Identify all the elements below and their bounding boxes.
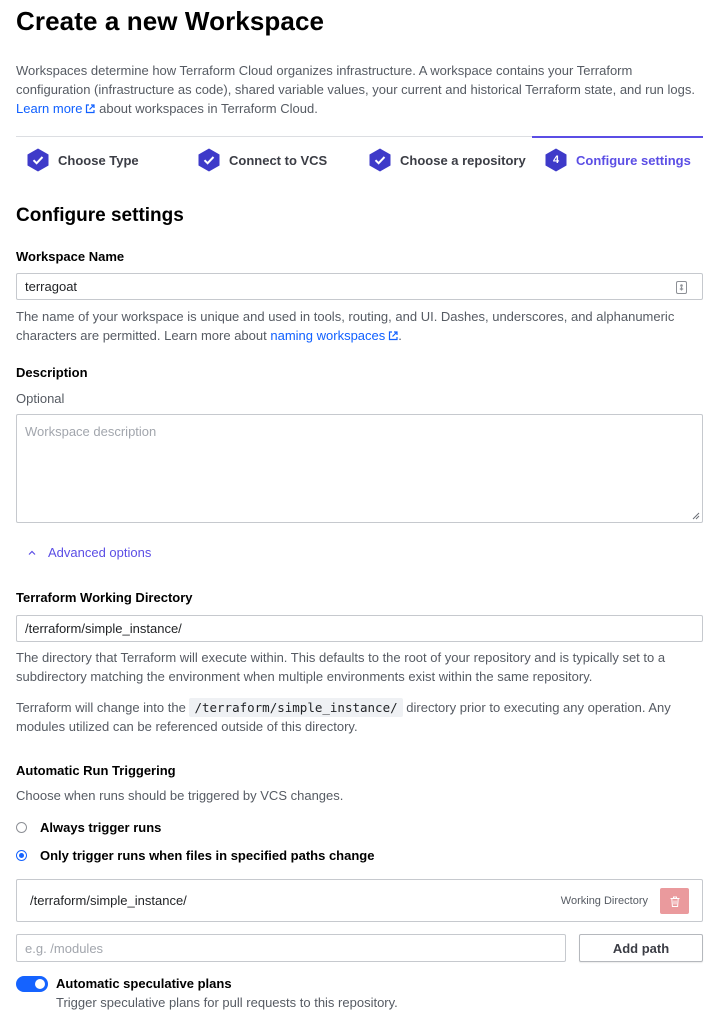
workspace-name-input[interactable]: terragoat — [16, 273, 703, 300]
wizard-stepper — [16, 136, 703, 182]
add-path-button[interactable]: Add path — [579, 934, 703, 962]
run-triggering-help: Choose when runs should be triggered by VCS changes. — [16, 788, 344, 803]
description-optional: Optional — [16, 391, 65, 406]
working-directory-input[interactable]: /terraform/simple_instance/ — [16, 615, 703, 642]
working-directory-tag: Working Directory — [560, 894, 648, 907]
speculative-plans-help: Trigger speculative plans for pull requests to this repository. — [56, 995, 398, 1010]
autofill-icon[interactable] — [676, 281, 687, 294]
naming-workspaces-link[interactable]: naming workspaces — [270, 328, 398, 343]
step-label: Configure settings — [576, 152, 691, 168]
working-directory-help: The directory that Terraform will execute within. This defaults to the root of your repository and is typically set to a subdirectory matching the environment when multiple environments exist within the same repository. — [16, 650, 666, 684]
page-title: Create a new Workspace — [16, 6, 325, 36]
speculative-plans-toggle[interactable] — [16, 976, 48, 992]
step-number-badge: 4 — [545, 148, 567, 172]
working-directory-code: /terraform/simple_instance/ — [189, 698, 402, 717]
section-title: Configure settings — [16, 205, 184, 226]
working-directory-label: Terraform Working Directory — [16, 590, 193, 605]
workspace-name-help: The name of your workspace is unique and used in tools, routing, and UI. Dashes, underscores, and alphanumeric characters are permitted. Learn more about naming workspaces . — [16, 309, 675, 343]
run-triggering-label: Automatic Run Triggering — [16, 763, 176, 778]
step-label: Choose Type — [58, 152, 139, 168]
trigger-path-row — [16, 879, 703, 922]
external-link-icon — [388, 331, 398, 341]
working-directory-change-note: Terraform will change into the /terraform/simple_instance/ directory prior to executing any operation. Any modules utilized can be referenced outside of this directory. — [16, 700, 671, 734]
resize-grip-icon[interactable] — [692, 512, 700, 520]
check-badge-icon — [27, 148, 49, 172]
description-textarea[interactable]: Workspace description — [16, 414, 703, 523]
trash-icon — [670, 896, 680, 907]
speculative-plans-label: Automatic speculative plans — [56, 976, 232, 991]
learn-more-link[interactable]: Learn more — [16, 101, 95, 116]
external-link-icon — [85, 104, 95, 114]
step-label: Choose a repository — [400, 152, 526, 168]
trigger-path-value: /terraform/simple_instance/ — [30, 893, 187, 908]
step-connect-vcs[interactable] — [198, 137, 327, 183]
delete-path-button[interactable] — [660, 888, 689, 914]
step-choose-repository[interactable] — [369, 137, 526, 183]
always-trigger-radio[interactable] — [16, 822, 27, 833]
check-badge-icon — [198, 148, 220, 172]
check-badge-icon — [369, 148, 391, 172]
description-label: Description — [16, 365, 88, 380]
always-trigger-option[interactable]: Always trigger runs — [16, 820, 161, 835]
advanced-options-toggle[interactable]: Advanced options — [28, 545, 151, 560]
add-path-input[interactable]: e.g. /modules — [16, 934, 566, 962]
step-label: Connect to VCS — [229, 152, 328, 168]
paths-trigger-radio[interactable] — [16, 850, 27, 861]
intro-text: Workspaces determine how Terraform Cloud organizes infrastructure. A workspace contains your Terraform configuration (infrastructure as code), shared variable values, your current and historical Terraform state, and run logs. Learn more about workspaces in Terraform Cloud. — [16, 63, 695, 116]
step-configure-settings[interactable] — [532, 136, 703, 182]
workspace-name-label: Workspace Name — [16, 249, 125, 264]
step-choose-type[interactable] — [27, 137, 139, 183]
chevron-up-icon — [28, 549, 36, 557]
paths-trigger-option[interactable]: Only trigger runs when files in specified paths change — [16, 848, 374, 863]
